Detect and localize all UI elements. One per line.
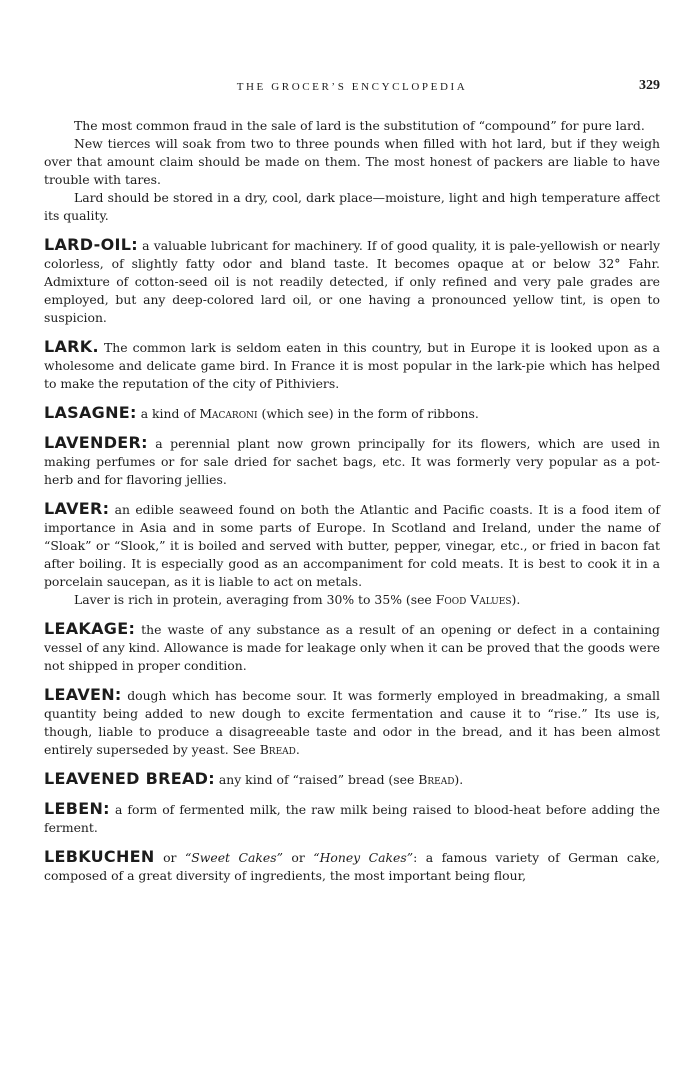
entry-paragraph <box>44 236 660 327</box>
entry-laver <box>44 500 660 609</box>
cross-reference: Macaroni <box>199 406 258 421</box>
entry-text: : a famous variety of German cake, composed of a great diversity of ingredients, the most important being flour, <box>44 850 660 883</box>
entry-text: The common lark is seldom eaten in this country, but in Europe it is looked upon as a wholesome and delicate game bird. In France it is most popular in the lark-pie which has helped to make the reputation of the city of Pithiviers. <box>44 340 660 391</box>
entry-text: a form of fermented milk, the raw milk being raised to blood-heat before adding the ferment. <box>44 802 660 835</box>
paragraph: New tierces will soak from two to three pounds when filled with hot lard, but if they weigh over that amount claim should be made on them. The most honest of packers are liable to have trouble with tares. <box>44 136 660 187</box>
entry-term: LARK. <box>44 337 99 356</box>
entry-paragraph <box>44 770 660 789</box>
entry-text: dough which has become sour. It was formerly employed in breadmaking, a small quantity being added to new dough to excite fermentation and cause it to “rise.” Its use is, though, liable to produce a disagreeable taste and odor in the bread, and it has been almost entirely superseded by yeast. See <box>44 688 660 757</box>
cross-reference: Bread <box>259 742 296 757</box>
entry-term: LAVER: <box>44 499 110 518</box>
entry-text: . <box>295 742 300 757</box>
running-head <box>44 78 660 98</box>
entry-text: a kind of <box>140 406 196 421</box>
entry-paragraph <box>44 848 660 885</box>
entry-text: any kind of “raised” bread (see <box>218 772 415 787</box>
paragraph: Lard should be stored in a dry, cool, dark place—moisture, light and high temperature affect its quality. <box>44 190 660 223</box>
entry-lasagne <box>44 404 660 423</box>
alternate-name: “Sweet Cakes” <box>184 850 283 865</box>
entry-text: (which see) in the form of ribbons. <box>261 406 479 421</box>
entry-lard-continued <box>44 117 660 225</box>
entry-term: LASAGNE: <box>44 403 137 422</box>
entry-text: the waste of any substance as a result of an opening or defect in a containing vessel of any kind. Allowance is made for leakage only when it can be proved that the goods were not shipped in proper condition. <box>44 622 660 673</box>
entry-paragraph <box>44 434 660 489</box>
cross-reference: Bread <box>418 772 455 787</box>
entry-paragraph <box>44 620 660 675</box>
page-body <box>44 117 660 885</box>
entry-term: LAVENDER: <box>44 433 148 452</box>
entry-term: LEBKUCHEN <box>44 847 155 866</box>
entry-leaven <box>44 686 660 759</box>
entry-term: LEAVENED BREAD: <box>44 769 215 788</box>
entry-lard-oil <box>44 236 660 327</box>
entry-term: LARD-OIL: <box>44 235 138 254</box>
running-title: THE GROCER’S ENCYCLOPEDIA <box>236 81 468 93</box>
entry-term: LEBEN: <box>44 799 110 818</box>
entry-lebkuchen <box>44 848 660 885</box>
entry-lark <box>44 338 660 393</box>
entry-paragraph <box>44 686 660 759</box>
entry-text: or <box>163 850 177 865</box>
entry-term: LEAKAGE: <box>44 619 136 638</box>
entry-term: LEAVEN: <box>44 685 122 704</box>
cross-reference: Food Values <box>435 592 512 607</box>
entry-leavened-bread <box>44 770 660 789</box>
entry-leakage <box>44 620 660 675</box>
entry-text: a perennial plant now grown principally for its flowers, which are used in making perfumes or for sale dried for sachet bags, etc. It was formerly very popular as a pot-herb and for flavoring jellies. <box>44 436 660 487</box>
alternate-name: “Honey Cakes” <box>313 850 414 865</box>
entry-text: ). <box>511 592 521 607</box>
entry-text: Laver is rich in protein, averaging from 30% to 35% (see <box>74 592 432 607</box>
entry-paragraph <box>44 338 660 393</box>
entry-leben <box>44 800 660 837</box>
paragraph <box>44 591 660 609</box>
paragraph: The most common fraud in the sale of lard is the substitution of “compound” for pure lard. <box>74 118 645 133</box>
entry-text: an edible seaweed found on both the Atlantic and Pacific coasts. It is a food item of importance in Asia and in some parts of Europe. In Scotland and Ireland, under the name of “Sloak” or “Slook,” it is boiled and served with butter, pepper, vinegar, etc., or fried in bacon fat after boiling. It is especially good as an accompaniment for cold meats. It is best to cook it in a porcelain saucepan, as it is liable to act on metals. <box>44 502 660 589</box>
page-number: 329 <box>639 78 660 93</box>
entry-paragraph <box>44 500 660 591</box>
entry-text: a valuable lubricant for machinery. If of good quality, it is pale-yellowish or nearly colorless, of slightly fatty odor and bland taste. It becomes opaque at or below 32° Fahr. Admixture of cotton-seed oil is not readily detected, if only refined and very pale grades are employed, but any deep-colored lard oil, or one having a pronounced yellow tint, is open to suspicion. <box>44 238 660 325</box>
entry-text: or <box>291 850 305 865</box>
entry-text: ). <box>454 772 464 787</box>
entry-lavender <box>44 434 660 489</box>
entry-paragraph <box>44 800 660 837</box>
entry-paragraph <box>44 404 660 423</box>
